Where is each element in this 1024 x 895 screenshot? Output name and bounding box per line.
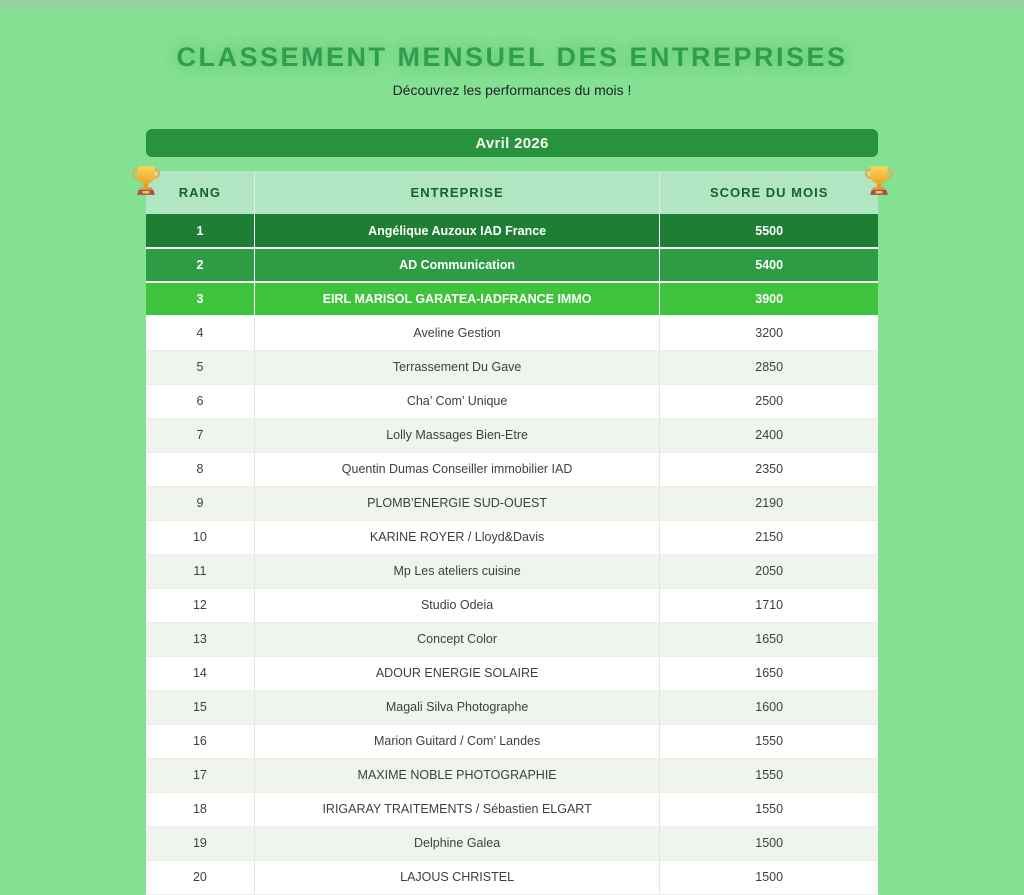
name-cell: Lolly Massages Bien-Etre — [254, 418, 660, 452]
name-cell: ADOUR ENERGIE SOLAIRE — [254, 656, 660, 690]
rank-cell: 4 — [146, 316, 254, 350]
leaderboard-table — [146, 171, 878, 895]
name-cell: Cha’ Com’ Unique — [254, 384, 660, 418]
trophy-icon — [862, 163, 896, 197]
name-cell: Angélique Auzoux IAD France — [254, 214, 660, 248]
month-banner-label: Avril 2026 — [475, 134, 549, 152]
score-cell: 1710 — [660, 588, 878, 622]
header-rank: RANG — [146, 171, 254, 214]
table-header-row — [146, 171, 878, 214]
score-cell: 1500 — [660, 860, 878, 894]
table-row — [146, 486, 878, 520]
name-cell: KARINE ROYER / Lloyd&Davis — [254, 520, 660, 554]
name-cell: LAJOUS CHRISTEL — [254, 860, 660, 894]
name-cell: Marion Guitard / Com’ Landes — [254, 724, 660, 758]
name-cell: PLOMB’ENERGIE SUD-OUEST — [254, 486, 660, 520]
name-cell: Concept Color — [254, 622, 660, 656]
score-cell: 1600 — [660, 690, 878, 724]
score-cell: 3200 — [660, 316, 878, 350]
rank-cell: 1 — [146, 214, 254, 248]
score-cell: 3900 — [660, 282, 878, 316]
table-row — [146, 350, 878, 384]
rank-cell: 2 — [146, 248, 254, 282]
rank-cell: 11 — [146, 554, 254, 588]
rank-cell: 16 — [146, 724, 254, 758]
page-subtitle: Découvrez les performances du mois ! — [392, 82, 632, 98]
name-cell: Studio Odeia — [254, 588, 660, 622]
rank-cell: 8 — [146, 452, 254, 486]
score-cell: 1550 — [660, 724, 878, 758]
leaderboard-body — [146, 214, 878, 894]
score-cell: 5500 — [660, 214, 878, 248]
table-row — [146, 418, 878, 452]
score-cell: 2850 — [660, 350, 878, 384]
name-cell: Mp Les ateliers cuisine — [254, 554, 660, 588]
leaderboard-table-wrap — [146, 171, 878, 895]
rank-cell: 13 — [146, 622, 254, 656]
score-cell: 2150 — [660, 520, 878, 554]
table-row — [146, 826, 878, 860]
header-score: SCORE DU MOIS — [660, 171, 878, 214]
table-row — [146, 690, 878, 724]
table-row — [146, 452, 878, 486]
score-cell: 2400 — [660, 418, 878, 452]
table-row — [146, 282, 878, 316]
score-cell: 1650 — [660, 656, 878, 690]
name-cell: IRIGARAY TRAITEMENTS / Sébastien ELGART — [254, 792, 660, 826]
table-row — [146, 622, 878, 656]
month-banner — [146, 129, 878, 157]
table-row — [146, 214, 878, 248]
table-row — [146, 758, 878, 792]
table-row — [146, 792, 878, 826]
rank-cell: 9 — [146, 486, 254, 520]
table-row — [146, 656, 878, 690]
name-cell: Quentin Dumas Conseiller immobilier IAD — [254, 452, 660, 486]
rank-cell: 10 — [146, 520, 254, 554]
name-cell: Terrassement Du Gave — [254, 350, 660, 384]
page-title: CLASSEMENT MENSUEL DES ENTREPRISES — [176, 42, 848, 72]
score-cell: 2050 — [660, 554, 878, 588]
table-row — [146, 860, 878, 894]
rank-cell: 14 — [146, 656, 254, 690]
rank-cell: 17 — [146, 758, 254, 792]
score-cell: 2500 — [660, 384, 878, 418]
score-cell: 1500 — [660, 826, 878, 860]
table-row — [146, 248, 878, 282]
name-cell: EIRL MARISOL GARATEA-IADFRANCE IMMO — [254, 282, 660, 316]
header-entreprise: ENTREPRISE — [254, 171, 660, 214]
rank-cell: 6 — [146, 384, 254, 418]
rank-cell: 20 — [146, 860, 254, 894]
name-cell: Magali Silva Photographe — [254, 690, 660, 724]
name-cell: AD Communication — [254, 248, 660, 282]
score-cell: 1550 — [660, 792, 878, 826]
score-cell: 1650 — [660, 622, 878, 656]
table-row — [146, 588, 878, 622]
score-cell: 5400 — [660, 248, 878, 282]
name-cell: MAXIME NOBLE PHOTOGRAPHIE — [254, 758, 660, 792]
score-cell: 2190 — [660, 486, 878, 520]
score-cell: 1550 — [660, 758, 878, 792]
rank-cell: 7 — [146, 418, 254, 452]
leaderboard-page — [146, 42, 878, 895]
rank-cell: 18 — [146, 792, 254, 826]
rank-cell: 5 — [146, 350, 254, 384]
rank-cell: 15 — [146, 690, 254, 724]
table-row — [146, 724, 878, 758]
rank-cell: 3 — [146, 282, 254, 316]
name-cell: Aveline Gestion — [254, 316, 660, 350]
table-row — [146, 384, 878, 418]
trophy-icon — [129, 163, 163, 197]
rank-cell: 19 — [146, 826, 254, 860]
name-cell: Delphine Galea — [254, 826, 660, 860]
table-row — [146, 520, 878, 554]
table-row — [146, 316, 878, 350]
rank-cell: 12 — [146, 588, 254, 622]
table-row — [146, 554, 878, 588]
score-cell: 2350 — [660, 452, 878, 486]
